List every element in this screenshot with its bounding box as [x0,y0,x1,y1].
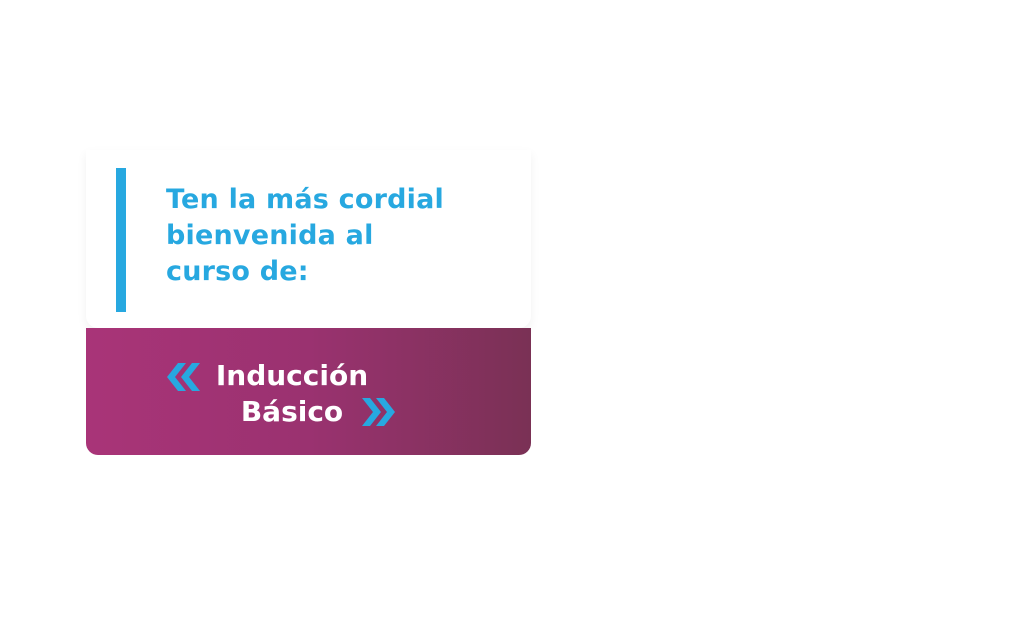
course-title-panel [86,328,531,455]
accent-bar [116,168,126,312]
double-chevron-right-icon [360,397,398,427]
welcome-line-1: Ten la más cordial [166,184,444,215]
course-name-line-1: Inducción [215,359,369,392]
welcome-line-3: curso de: [166,256,309,287]
course-name-line-2: Básico [240,395,344,428]
welcome-line-2: bienvenida al [166,220,374,251]
welcome-heading [166,182,466,290]
course-name [86,358,498,430]
